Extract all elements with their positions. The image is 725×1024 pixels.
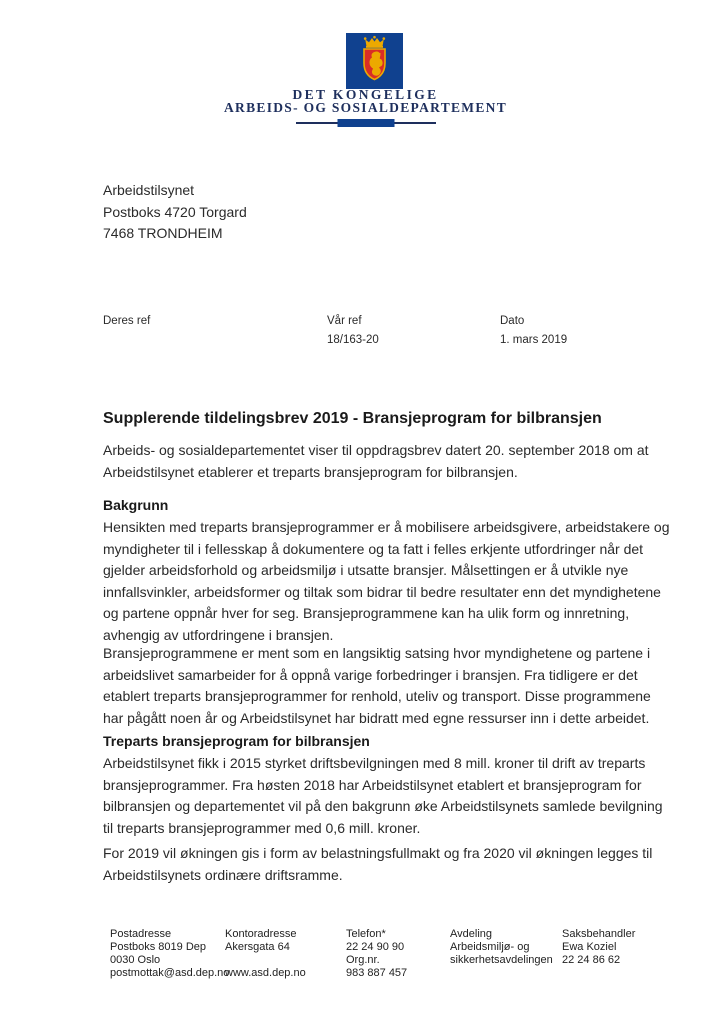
footer-line: Arbeidsmiljø- og xyxy=(450,941,530,953)
letter-title: Supplerende tildelingsbrev 2019 - Bransjeprogram for bilbransjen xyxy=(103,410,602,427)
logo-divider xyxy=(296,119,436,129)
footer-line: Ewa Koziel xyxy=(562,941,617,953)
footer-column-kontoradresse xyxy=(225,928,306,980)
paragraph: Hensikten med treparts bransjeprogrammer er å mobilisere arbeidsgivere, arbeidstakere og myndigheter til i fellesskap å dokumentere og ta fatt i felles erkjente utfordringer når det gjelder arbeidsforhold og arbeidsmiljø i utsatte bransjer. Målsettingen er å utvikle nye innfallsvinkler, arbeidsformer og tiltak som bidrar til bedre resultater enn det myndighetene og partene oppnår hver for seg. Bransjeprogrammene kan ha ulik form og innretning, avhengig av utfordringene i bransjen. xyxy=(103,519,670,643)
footer-line: www.asd.dep.no xyxy=(225,967,306,979)
footer-header: Saksbehandler xyxy=(562,928,636,940)
footer-line: 983 887 457 xyxy=(346,967,408,979)
footer-column-postadresse xyxy=(110,928,229,980)
footer-line: 0030 Oslo xyxy=(110,954,161,966)
var-ref-block xyxy=(327,315,379,347)
recipient-name: Arbeidstilsynet xyxy=(103,182,195,198)
footer-line: 22 24 86 62 xyxy=(562,954,621,966)
deres-ref-label: Deres ref xyxy=(103,315,151,327)
footer-line: postmottak@asd.dep.no xyxy=(110,967,230,979)
paragraph: Arbeidstilsynet fikk i 2015 styrket driftsbevilgningen med 8 mill. kroner til drift av treparts bransjeprogrammer. Fra høsten 2018 har Arbeidstilsynet etablert et bransjeprogram for bilbransjen og departementet vil på den bakgrunn øke Arbeidstilsynets samlede bevilgning til treparts bransjeprogrammer med 0,6 mill. kroner. xyxy=(103,755,663,836)
var-ref-label: Vår ref xyxy=(327,315,362,327)
footer-column-telefon xyxy=(346,928,407,980)
section-heading-bakgrunn: Bakgrunn xyxy=(103,497,169,513)
recipient-city: 7468 TRONDHEIM xyxy=(103,225,223,241)
deres-ref-value xyxy=(103,334,150,347)
footer-header: Kontoradresse xyxy=(225,928,297,940)
footer-line: Org.nr. xyxy=(346,954,380,966)
recipient-address xyxy=(103,180,247,245)
logo-divider-bar xyxy=(337,119,394,127)
deres-ref-block xyxy=(103,315,150,347)
footer-line: sikkerhetsavdelingen xyxy=(450,954,553,966)
paragraph: Bransjeprogrammene er ment som en langsiktig satsing hvor myndighetene og partene i arbeidslivet samarbeider for å oppnå varige forbedringer i bransjen. Fra tidligere er det etablert treparts bransjeprogrammer for renhold, uteliv og transport. Disse programmene har pågått noen år og Arbeidstilsynet har bidratt med egne ressurser inn i dette arbeidet. xyxy=(103,645,651,726)
logo-text-line2: ARBEIDS- OG SOSIALDEPARTEMENT xyxy=(223,100,508,115)
footer-line xyxy=(225,954,306,967)
logo-text-line1: DET KONGELIGE xyxy=(292,87,439,102)
footer-header: Telefon* xyxy=(346,928,386,940)
footer-line: 22 24 90 90 xyxy=(346,941,405,953)
footer-line xyxy=(450,967,553,980)
footer-header: Postadresse xyxy=(110,928,172,940)
intro-paragraph: Arbeids- og sosialdepartementet viser til oppdragsbrev datert 20. september 2018 om at Arbeidstilsynet etablerer et treparts bransjeprogram for bilbransjen. xyxy=(103,442,649,480)
footer-column-avdeling xyxy=(450,928,553,980)
footer-header: Avdeling xyxy=(450,928,492,940)
var-ref-value: 18/163-20 xyxy=(327,334,379,346)
section-heading-treparts: Treparts bransjeprogram for bilbransjen xyxy=(103,733,370,749)
dato-label: Dato xyxy=(500,315,525,327)
royal-coat-of-arms-icon xyxy=(346,33,403,89)
footer-line xyxy=(562,967,635,980)
dato-block xyxy=(500,315,567,347)
footer-column-saksbehandler xyxy=(562,928,635,980)
footer-line: Akersgata 64 xyxy=(225,941,290,953)
footer-line: Postboks 8019 Dep xyxy=(110,941,207,953)
recipient-street: Postboks 4720 Torgard xyxy=(103,203,247,220)
dato-value: 1. mars 2019 xyxy=(500,334,568,346)
paragraph: For 2019 vil økningen gis i form av belastningsfullmakt og fra 2020 vil økningen legges til Arbeidstilsynets ordinære driftsramme. xyxy=(103,845,653,883)
